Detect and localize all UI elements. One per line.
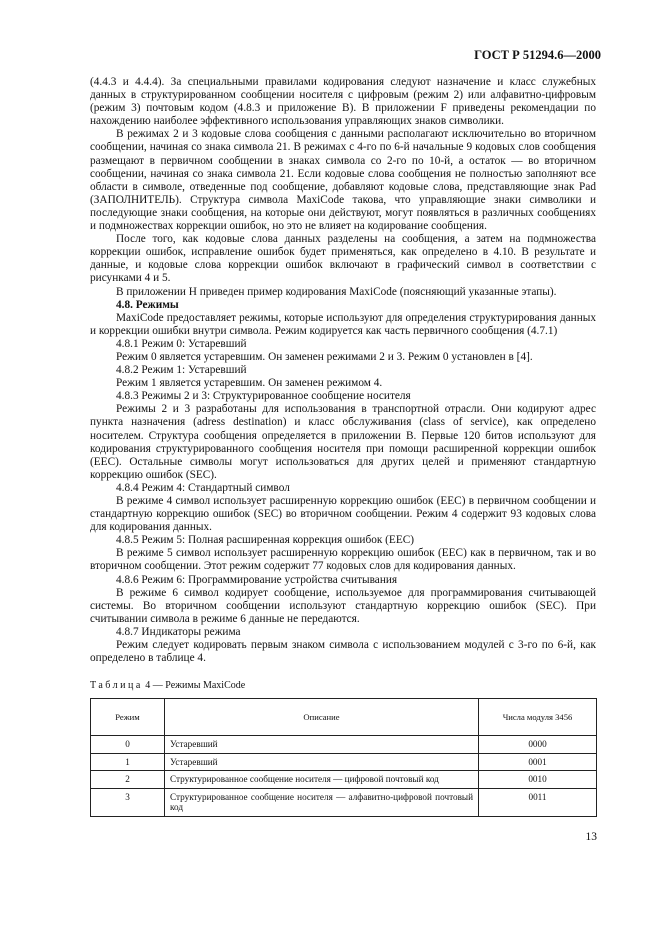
cell-mode: 1 xyxy=(91,753,165,771)
paragraph: После того, как кодовые слова данных разделены на сообщения, а затем на подмножества коррекции ошибок, исправление ошибок будет применяться, как определено в 4.10. В результате и данные, и кодовые слова коррекции ошибок включают в графический символ в соответствии с рисунками 4 и 5. xyxy=(90,233,596,285)
section-heading: 4.8. Режимы xyxy=(116,298,179,311)
paragraph: Режим 1 является устаревшим. Он заменен режимом 4. xyxy=(116,377,383,390)
table-row xyxy=(91,753,597,771)
cell-description: Устаревший xyxy=(165,736,479,754)
subsection-heading: 4.8.4 Режим 4: Стандартный символ xyxy=(116,481,290,494)
paragraph: В режиме 4 символ использует расширенную коррекцию ошибок (EEC) в первичном сообщении и стандартную коррекцию ошибок (SEC) во вторичном сообщении. Режим 4 содержит 93 кодовых слова для кодирования данных. xyxy=(90,495,596,534)
paragraph: В режимах 2 и 3 кодовые слова сообщения с данными располагают исключительно во вторичном сообщении, начиная со знака символа 21. В режимах с 4-го по 6-й начальные 9 кодовых слов сообщения размещают в первичном сообщении в знаках символа со 2-го по 10-й, а остаток — во вторичном сообщении, начиная со знака символа 21. Если кодовые слова сообщения не полностью заполняют все области в символе, отведенные под сообщение, добавляют кодовые слова, представляющие знак Pad (ЗАПОЛНИТЕЛЬ). Структура символа MaxiCode такова, что управляющие знаки символики и последующие знаки сообщения, на которые они действуют, могут появляться в различных сообщениях и подмножествах коррекции ошибок, но это не влияет на кодирование сообщения. xyxy=(90,128,596,233)
subsection-heading: 4.8.3 Режимы 2 и 3: Структурированное сообщение носителя xyxy=(116,390,411,403)
paragraph: В режиме 6 символ кодирует сообщение, используемое для программирования считывающей системы. Во вторичном сообщении используют стандартную коррекцию ошибок (SEC). При считывании символа в режиме 6 данные не передаются. xyxy=(90,586,596,625)
cell-modules: 0010 xyxy=(479,771,597,789)
cell-modules: 0001 xyxy=(479,753,597,771)
table-row xyxy=(91,771,597,789)
subsection-heading: 4.8.5 Режим 5: Полная расширенная коррекция ошибок (EEC) xyxy=(116,534,415,547)
document-header: ГОСТ Р 51294.6—2000 xyxy=(474,48,601,62)
header-description: Описание xyxy=(165,699,479,736)
cell-modules: 0011 xyxy=(479,788,597,816)
page-number: 13 xyxy=(585,831,597,843)
paragraph: В приложении H приведен пример кодирования MaxiCode (поясняющий указанные этапы). xyxy=(116,285,557,298)
cell-modules: 0000 xyxy=(479,736,597,754)
paragraph: В режиме 5 символ использует расширенную коррекцию ошибок (EEC) как в первичном, так и во вторичном сообщении. Этот режим содержит 77 кодовых слов для кодирования данных. xyxy=(90,547,596,573)
cell-description: Структурированное сообщение носителя — цифровой почтовый код xyxy=(165,771,479,789)
page-content xyxy=(90,76,596,817)
table-header-row xyxy=(91,699,597,736)
modes-table xyxy=(90,698,597,817)
subsection-heading: 4.8.1 Режим 0: Устаревший xyxy=(116,337,247,350)
table-row xyxy=(91,788,597,816)
cell-mode: 0 xyxy=(91,736,165,754)
cell-description: Устаревший xyxy=(165,753,479,771)
table-caption-text: 4 — Режимы MaxiCode xyxy=(142,680,246,692)
subsection-heading: 4.8.6 Режим 6: Программирование устройства считывания xyxy=(116,573,398,586)
cell-mode: 2 xyxy=(91,771,165,789)
cell-mode: 3 xyxy=(91,788,165,816)
table-row xyxy=(91,736,597,754)
subsection-heading: 4.8.7 Индикаторы режима xyxy=(116,625,241,638)
table-caption xyxy=(90,679,596,692)
cell-description: Структурированное сообщение носителя — алфавитно-цифровой почтовый код xyxy=(165,788,479,816)
header-mode: Режим xyxy=(91,699,165,736)
header-modules: Числа модуля 3456 xyxy=(479,699,597,736)
paragraph: Режим 0 является устаревшим. Он заменен режимами 2 и 3. Режим 0 установлен в [4]. xyxy=(116,350,533,363)
paragraph: MaxiCode предоставляет режимы, которые используют для определения структурирования данных и коррекции ошибки внутри символа. Режим кодируется как часть первичного сообщения (4.7.1) xyxy=(90,311,596,337)
table-caption-label: Таблица xyxy=(90,680,143,692)
paragraph: (4.4.3 и 4.4.4). За специальными правилами кодирования следуют назначение и класс служебных данных в структурированном сообщении носителя с цифровым (режим 2) или алфавитно-цифровым (режим 3) почтовым кодом (4.8.3 и приложение В). В приложении F приведены рекомендации по нахождению наиболее эффективного использования управляющих знаков символики. xyxy=(90,76,596,128)
subsection-heading: 4.8.2 Режим 1: Устаревший xyxy=(116,364,247,377)
paragraph: Режим следует кодировать первым знаком символа с использованием модулей с 3-го по 6-й, как определено в таблице 4. xyxy=(90,639,596,665)
paragraph: Режимы 2 и 3 разработаны для использования в транспортной отрасли. Они кодируют адрес пункта назначения (adress destination) и класс обслуживания (class of service), как определено носителем. Структура сообщения определяется в приложении В. Первые 120 битов используют для кодирования структурированного сообщения носителя при помощи расширенной коррекции ошибок (EEC). Остальные символы могут использоваться для других целей и применяют стандартную коррекцию ошибок (SEC). xyxy=(90,403,596,481)
